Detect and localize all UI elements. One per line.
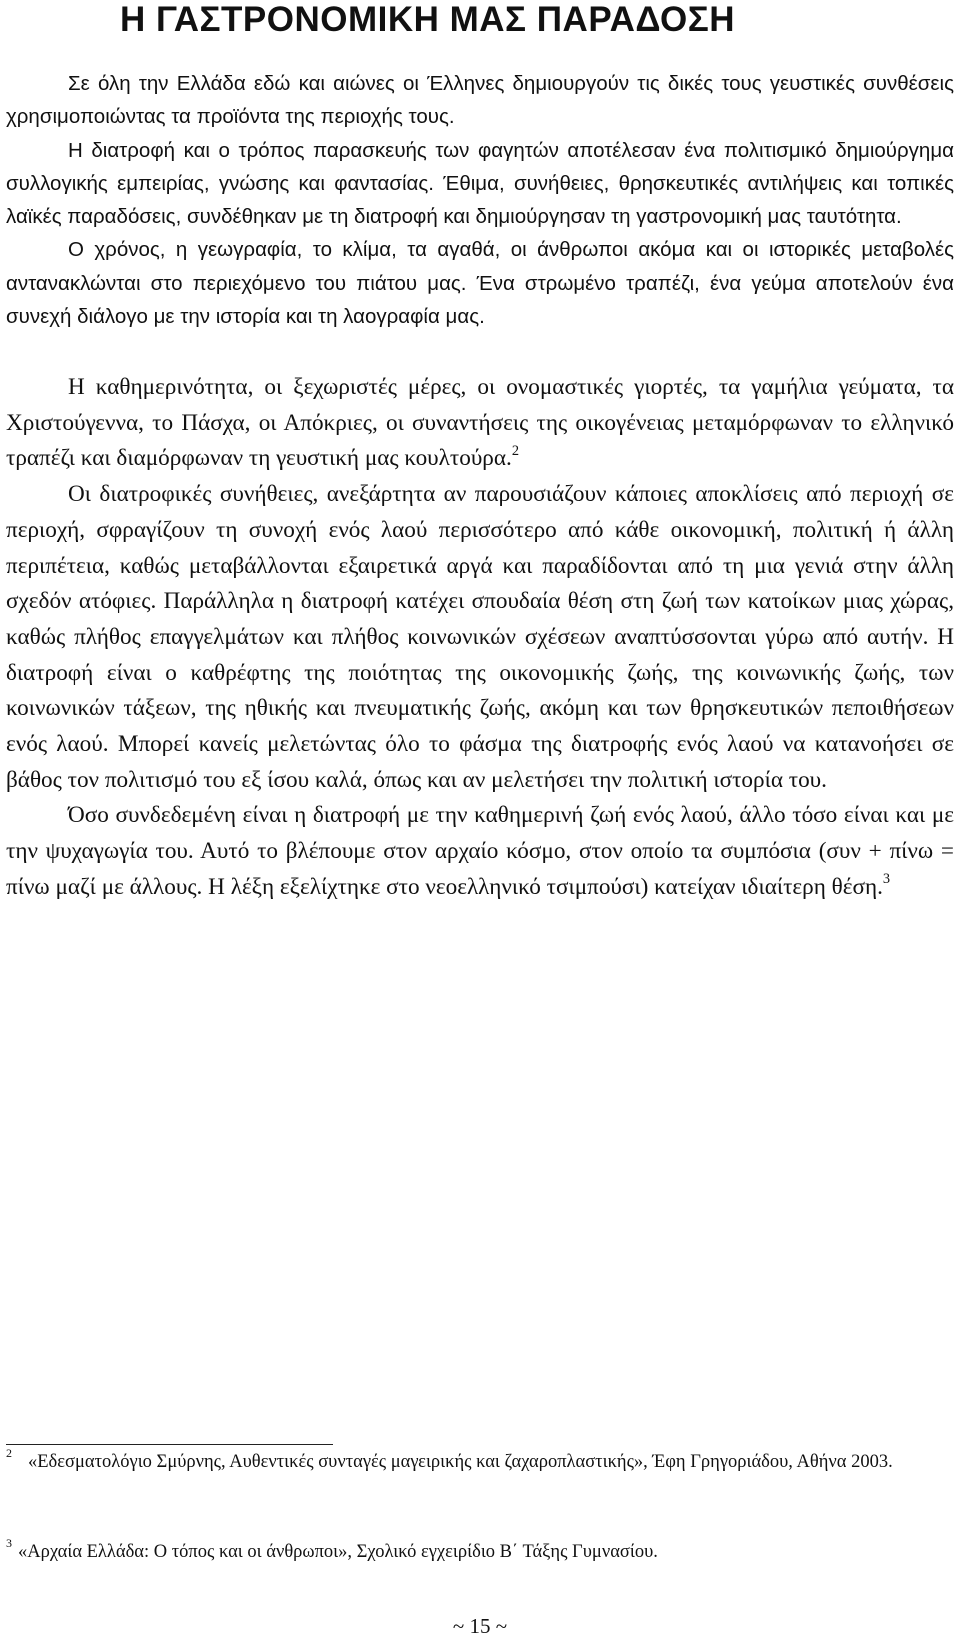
paragraph xyxy=(6,477,954,798)
footnote xyxy=(6,1445,954,1477)
paragraph-text: Όσο συνδεδεμένη είναι η διατροφή με την καθημερινή ζωή ενός λαού, άλλο τόσο είναι και με την ψυχαγωγία του. Αυτό το βλέπουμε στον αρχαίο κόσμο, στον οποίο τα συμπόσια (συν + πίνω = πίνω μαζί με άλλους. Η λέξη εξελίχτηκε στο νεοελληνικό τσιμπούσι) κατείχαν ιδιαίτερη θέση. xyxy=(6,802,954,900)
paragraph: Ο χρόνος, η γεωγραφία, το κλίμα, τα αγαθά, οι άνθρωποι ακόμα και οι ιστορικές μεταβολές αντανακλώνται στο περιεχόμενο του πιάτου μας. Ένα στρωμένο τραπέζι, ένα γεύμα αποτελούν ένα συνεχή διάλογο με την ιστορία και τη λαογραφία μας. xyxy=(6,238,954,329)
footnote-reference: 3 xyxy=(882,871,891,888)
paragraph: Η διατροφή και ο τρόπος παρασκευής των φαγητών αποτέλεσαν ένα πολιτισμικό δημιούργημα συλλογικής εμπειρίας, γνώσης και φαντασίας. Έθιμα, συνήθειες, θρησκευτικές αντιλήψεις και τοπικές λαϊκές παραδόσεις, συνδέθηκαν με τη διατροφή και δημιούργησαν τη γαστρονομική μας ταυτότητα. xyxy=(6,138,954,229)
footnotes xyxy=(6,1535,954,1567)
footnote-number: 2 xyxy=(6,1445,12,1460)
paragraph-text: Οι διατροφικές συνήθειες, ανεξάρτητα αν παρουσιάζουν κάποιες αποκλίσεις από περιοχή σε περιοχή, σφραγίζουν τη συνοχή ενός λαού περισσότερο από κάθε οικονομική, πολιτική ή άλλη περιπέτεια, καθώς μεταβάλλονται εξαιρετικά αργά και παραδίδονται από τη μια γενιά στην άλλη σχεδόν ατόφιες. Παράλληλα η διατροφή κατέχει σπουδαία θέση στη ζωή των κατοίκων μιας χώρας, καθώς πλήθος επαγγελμάτων και πλήθος κοινωνικών σχέσεων αναπτύσσονται γύρω από αυτήν. Η διατροφή είναι ο καθρέφτης της ποιότητας της οικονομικής ζωής, της κοινωνικής ζωής, των κοινωνικών τάξεων, της ηθικής και πνευματικής ζωής, ακόμη και των θρησκευτικών πεποιθήσεων ενός λαού. Μπορεί κανείς μελετώντας όλο το φάσμα της διατροφής ενός λαού να κατανοήσει σε βάθος τον πολιτισμό του εξ ίσου καλά, όπως και αν μελετήσει την πολιτική ιστορία του. xyxy=(6,481,954,793)
footnote-text: «Αρχαία Ελλάδα: Ο τόπος και οι άνθρωποι», Σχολικό εγχειρίδιο Β΄ Τάξης Γυμνασίου. xyxy=(18,1542,658,1562)
intro-section xyxy=(6,67,954,333)
footnote-reference: 2 xyxy=(511,442,519,459)
page-title: Η ΓΑΣΤΡΟΝΟΜΙΚΗ ΜΑΣ ΠΑΡΑΔΟΣΗ xyxy=(120,0,736,39)
paragraph-text: Η καθημερινότητα, οι ξεχωριστές μέρες, οι ονομαστικές γιορτές, τα γαμήλια γεύματα, τα Χριστούγεννα, το Πάσχα, οι Απόκριες, οι συναντήσεις της οικογένειας μεταμόρφωναν το ελληνικό τραπέζι και διαμόρφωναν τη γευστική μας κουλτούρα. xyxy=(6,374,954,472)
footnotes xyxy=(6,1445,954,1477)
paragraph: Σε όλη την Ελλάδα εδώ και αιώνες οι Έλληνες δημιουργούν τις δικές τους γευστικές συνθέσεις χρησιμοποιώντας τα προϊόντα της περιοχής τους. xyxy=(6,72,954,129)
footnote xyxy=(6,1535,954,1567)
paragraph xyxy=(6,370,954,477)
footnote-number: 3 xyxy=(6,1535,12,1550)
footnote-text: «Εδεσματολόγιο Σμύρνης, Αυθεντικές συνταγές μαγειρικής και ζαχαροπλαστικής», Έφη Γρηγοριάδου, Αθήνα 2003. xyxy=(28,1452,893,1472)
footnote-separator xyxy=(6,1444,333,1445)
main-section xyxy=(6,370,954,906)
paragraph xyxy=(6,798,954,905)
page-number: ~ 15 ~ xyxy=(452,1614,508,1638)
